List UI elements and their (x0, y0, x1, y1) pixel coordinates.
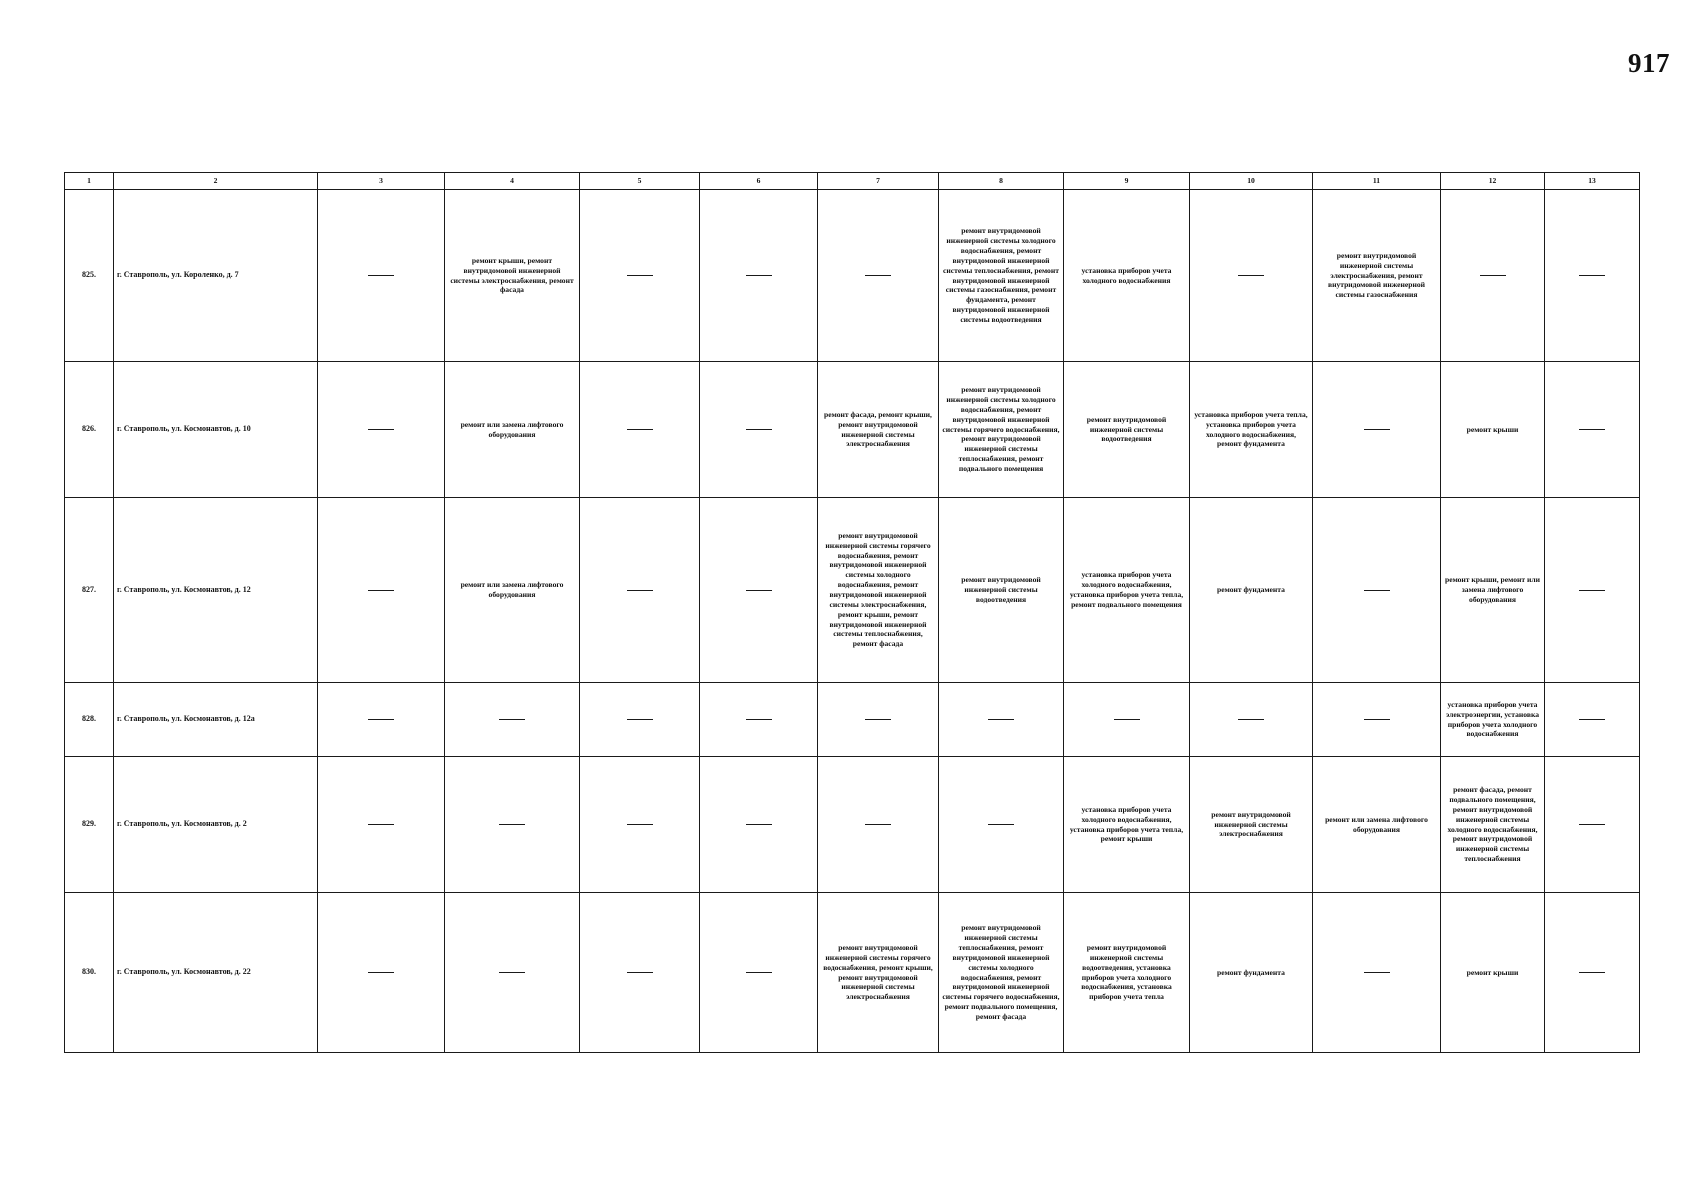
dash-mark (865, 275, 891, 276)
work-cell-col-9 (1064, 498, 1190, 683)
cell-text: установка приборов учета тепла, установка приборов учета холодного водоснабжения, ремонт фундамента (1194, 409, 1308, 449)
work-cell-col-7 (818, 362, 939, 498)
work-cell-col-10 (1190, 893, 1313, 1053)
work-cell-col-7 (818, 757, 939, 893)
work-cell-col-9 (1064, 893, 1190, 1053)
address-cell (114, 362, 318, 498)
cell-text: ремонт или замена лифтового оборудования (1325, 814, 1428, 834)
cell-text: ремонт или замена лифтового оборудования (460, 419, 564, 439)
dash-mark (1480, 275, 1506, 276)
work-cell-col-11 (1313, 683, 1441, 757)
cell-text: г. Ставрополь, ул. Космонавтов, д. 22 (117, 967, 251, 977)
work-cell-col-10 (1190, 757, 1313, 893)
cell-text: ремонт внутридомовой инженерной системы электроснабжения, ремонт внутридомовой инженерной системы газоснабжения (1327, 250, 1426, 300)
work-cell-col-3 (318, 683, 445, 757)
address-cell (114, 893, 318, 1053)
dash-mark (988, 824, 1014, 825)
work-cell-col-4 (445, 190, 580, 362)
work-cell-col-12 (1441, 190, 1545, 362)
column-header-2: 2 (114, 173, 318, 190)
cell-text: 825. (82, 270, 96, 280)
column-header-13: 13 (1545, 173, 1640, 190)
column-header-5: 5 (580, 173, 700, 190)
work-cell-col-3 (318, 893, 445, 1053)
dash-mark (746, 429, 772, 430)
work-cell-col-8 (939, 498, 1064, 683)
cell-text: ремонт крыши, ремонт или замена лифтового оборудования (1444, 575, 1541, 604)
cell-text: 827. (82, 584, 96, 594)
work-cell-col-10 (1190, 190, 1313, 362)
table-row (65, 757, 1640, 893)
cell-text: 828. (82, 714, 96, 724)
work-cell-col-6 (700, 190, 818, 362)
dash-mark (1579, 590, 1605, 591)
work-cell-col-11 (1313, 498, 1441, 683)
work-cell-col-5 (580, 757, 700, 893)
work-cell-col-3 (318, 362, 445, 498)
dash-mark (746, 972, 772, 973)
work-cell-col-12 (1441, 362, 1545, 498)
dash-mark (368, 590, 394, 591)
dash-mark (627, 590, 653, 591)
cell-text: 830. (82, 967, 96, 977)
table-row (65, 362, 1640, 498)
cell-text: ремонт фасада, ремонт крыши, ремонт внутридомовой инженерной системы электроснабжения (824, 409, 932, 449)
cell-text: 829. (82, 819, 96, 829)
work-cell-col-12 (1441, 757, 1545, 893)
cell-text: ремонт внутридомовой инженерной системы водоотведения (1086, 414, 1167, 444)
work-cell-col-4 (445, 498, 580, 683)
dash-mark (1364, 429, 1390, 430)
address-cell (114, 190, 318, 362)
column-header-12: 12 (1441, 173, 1545, 190)
column-header-10: 10 (1190, 173, 1313, 190)
dash-mark (368, 275, 394, 276)
cell-text: ремонт крыши (1466, 967, 1519, 977)
cell-text: установка приборов учета холодного водоснабжения, установка приборов учета тепла, ремонт крыши (1069, 804, 1184, 844)
work-cell-col-8 (939, 190, 1064, 362)
cell-text: г. Ставрополь, ул. Космонавтов, д. 12 (117, 584, 251, 594)
work-cell-col-11 (1313, 362, 1441, 498)
cell-text: г. Ставрополь, ул. Короленко, д. 7 (117, 270, 239, 280)
work-cell-col-13 (1545, 757, 1640, 893)
dash-mark (746, 824, 772, 825)
cell-text: ремонт внутридомовой инженерной системы горячего водоснабжения, ремонт крыши, ремонт внутридомовой инженерной системы электроснабжения (823, 942, 933, 1002)
work-cell-col-13 (1545, 190, 1640, 362)
work-cell-col-5 (580, 190, 700, 362)
dash-mark (627, 824, 653, 825)
work-cell-col-11 (1313, 893, 1441, 1053)
dash-mark (627, 429, 653, 430)
work-cell-col-10 (1190, 362, 1313, 498)
column-header-11: 11 (1313, 173, 1441, 190)
dash-mark (1364, 590, 1390, 591)
table-row (65, 893, 1640, 1053)
work-cell-col-4 (445, 362, 580, 498)
work-cell-col-7 (818, 190, 939, 362)
work-cell-col-4 (445, 893, 580, 1053)
work-cell-col-8 (939, 683, 1064, 757)
row-number-cell (65, 893, 114, 1053)
dash-mark (746, 719, 772, 720)
work-cell-col-3 (318, 190, 445, 362)
work-cell-col-8 (939, 757, 1064, 893)
cell-text: ремонт внутридомовой инженерной системы холодного водоснабжения, ремонт внутридомовой инженерной системы теплоснабжения, ремонт внутридомовой инженерной системы газоснабжения, ремонт фундамента, ремонт внутридомовой инженерной системы водоотведения (943, 226, 1059, 324)
work-cell-col-13 (1545, 683, 1640, 757)
dash-mark (499, 972, 525, 973)
dash-mark (499, 824, 525, 825)
column-header-8: 8 (939, 173, 1064, 190)
column-header-4: 4 (445, 173, 580, 190)
row-number-cell (65, 190, 114, 362)
table-header (65, 173, 1640, 190)
dash-mark (746, 275, 772, 276)
dash-mark (368, 429, 394, 430)
table-row (65, 683, 1640, 757)
cell-text: ремонт внутридомовой инженерной системы водоотведения, установка приборов учета холодного водоснабжения, установка приборов учета тепла (1081, 942, 1172, 1002)
cell-text: ремонт внутридомовой инженерной системы электроснабжения (1211, 809, 1291, 839)
work-cell-col-12 (1441, 683, 1545, 757)
dash-mark (627, 972, 653, 973)
cell-text: ремонт фасада, ремонт подвального помещения, ремонт внутридомовой инженерной системы холодного водоснабжения, ремонт внутридомовой инженерной системы теплоснабжения (1447, 785, 1538, 864)
dash-mark (988, 719, 1014, 720)
work-cell-col-4 (445, 757, 580, 893)
cell-text: ремонт внутридомовой инженерной системы горячего водоснабжения, ремонт внутридомовой инженерной системы холодного водоснабжения, ремонт внутридомовой инженерной системы электроснабжения, ремонт крыши, ремонт внутридомовой инженерной системы теплоснабжения, ремонт фасада (825, 530, 931, 649)
dash-mark (1364, 719, 1390, 720)
column-header-7: 7 (818, 173, 939, 190)
work-cell-col-9 (1064, 683, 1190, 757)
work-cell-col-4 (445, 683, 580, 757)
address-cell (114, 757, 318, 893)
dash-mark (627, 719, 653, 720)
dash-mark (1364, 972, 1390, 973)
repair-schedule-table-wrapper (64, 172, 1639, 1053)
work-cell-col-13 (1545, 362, 1640, 498)
row-number-cell (65, 498, 114, 683)
dash-mark (865, 824, 891, 825)
work-cell-col-3 (318, 757, 445, 893)
table-row (65, 190, 1640, 362)
work-cell-col-8 (939, 893, 1064, 1053)
work-cell-col-7 (818, 893, 939, 1053)
work-cell-col-10 (1190, 683, 1313, 757)
dash-mark (1238, 719, 1264, 720)
table-body (65, 190, 1640, 1053)
address-cell (114, 498, 318, 683)
repair-schedule-table (64, 172, 1640, 1053)
cell-text: ремонт фундамента (1217, 585, 1285, 595)
work-cell-col-5 (580, 362, 700, 498)
row-number-cell (65, 757, 114, 893)
cell-text: ремонт фундамента (1217, 967, 1285, 977)
dash-mark (627, 275, 653, 276)
dash-mark (746, 590, 772, 591)
cell-text: ремонт крыши (1466, 424, 1519, 434)
dash-mark (1579, 429, 1605, 430)
page-number: 917 (1628, 48, 1670, 78)
work-cell-col-11 (1313, 190, 1441, 362)
work-cell-col-10 (1190, 498, 1313, 683)
cell-text: ремонт внутридомовой инженерной системы теплоснабжения, ремонт внутридомовой инженерной системы холодного водоснабжения, ремонт внутридомовой инженерной системы горячего водоснабжения, ремонт подвального помещения, ремонт фасада (942, 923, 1060, 1021)
work-cell-col-6 (700, 498, 818, 683)
work-cell-col-7 (818, 498, 939, 683)
cell-text: 826. (82, 424, 96, 434)
dash-mark (499, 719, 525, 720)
work-cell-col-6 (700, 757, 818, 893)
cell-text: ремонт внутридомовой инженерной системы водоотведения (961, 575, 1041, 604)
work-cell-col-6 (700, 362, 818, 498)
cell-text: г. Ставрополь, ул. Космонавтов, д. 2 (117, 819, 247, 829)
cell-text: установка приборов учета холодного водоснабжения (1081, 265, 1172, 285)
row-number-cell (65, 683, 114, 757)
work-cell-col-12 (1441, 893, 1545, 1053)
cell-text: ремонт крыши, ремонт внутридомовой инженерной системы электроснабжения, ремонт фасада (450, 255, 574, 295)
work-cell-col-3 (318, 498, 445, 683)
work-cell-col-7 (818, 683, 939, 757)
work-cell-col-5 (580, 498, 700, 683)
dash-mark (1238, 275, 1264, 276)
header-row (65, 173, 1640, 190)
work-cell-col-8 (939, 362, 1064, 498)
work-cell-col-11 (1313, 757, 1441, 893)
table-row (65, 498, 1640, 683)
work-cell-col-5 (580, 893, 700, 1053)
address-cell (114, 683, 318, 757)
dash-mark (368, 824, 394, 825)
cell-text: ремонт внутридомовой инженерной системы холодного водоснабжения, ремонт внутридомовой инженерной системы горячего водоснабжения, ремонт внутридомовой инженерной системы теплоснабжения, ремонт подвального помещения (942, 385, 1060, 473)
cell-text: установка приборов учета электроэнергии, установка приборов учета холодного водоснабжения (1445, 699, 1540, 739)
work-cell-col-6 (700, 893, 818, 1053)
work-cell-col-9 (1064, 362, 1190, 498)
dash-mark (1579, 275, 1605, 276)
dash-mark (368, 719, 394, 720)
dash-mark (1579, 719, 1605, 720)
cell-text: г. Ставрополь, ул. Космонавтов, д. 10 (117, 424, 251, 434)
work-cell-col-13 (1545, 893, 1640, 1053)
work-cell-col-5 (580, 683, 700, 757)
dash-mark (1114, 719, 1140, 720)
dash-mark (368, 972, 394, 973)
column-header-1: 1 (65, 173, 114, 190)
work-cell-col-12 (1441, 498, 1545, 683)
cell-text: ремонт или замена лифтового оборудования (460, 580, 564, 599)
row-number-cell (65, 362, 114, 498)
column-header-3: 3 (318, 173, 445, 190)
cell-text: г. Ставрополь, ул. Космонавтов, д. 12а (117, 714, 255, 724)
work-cell-col-9 (1064, 757, 1190, 893)
dash-mark (1579, 824, 1605, 825)
work-cell-col-6 (700, 683, 818, 757)
dash-mark (865, 719, 891, 720)
dash-mark (1579, 972, 1605, 973)
column-header-6: 6 (700, 173, 818, 190)
column-header-9: 9 (1064, 173, 1190, 190)
cell-text: установка приборов учета холодного водоснабжения, установка приборов учета тепла, ремонт подвального помещения (1069, 570, 1184, 609)
work-cell-col-9 (1064, 190, 1190, 362)
work-cell-col-13 (1545, 498, 1640, 683)
